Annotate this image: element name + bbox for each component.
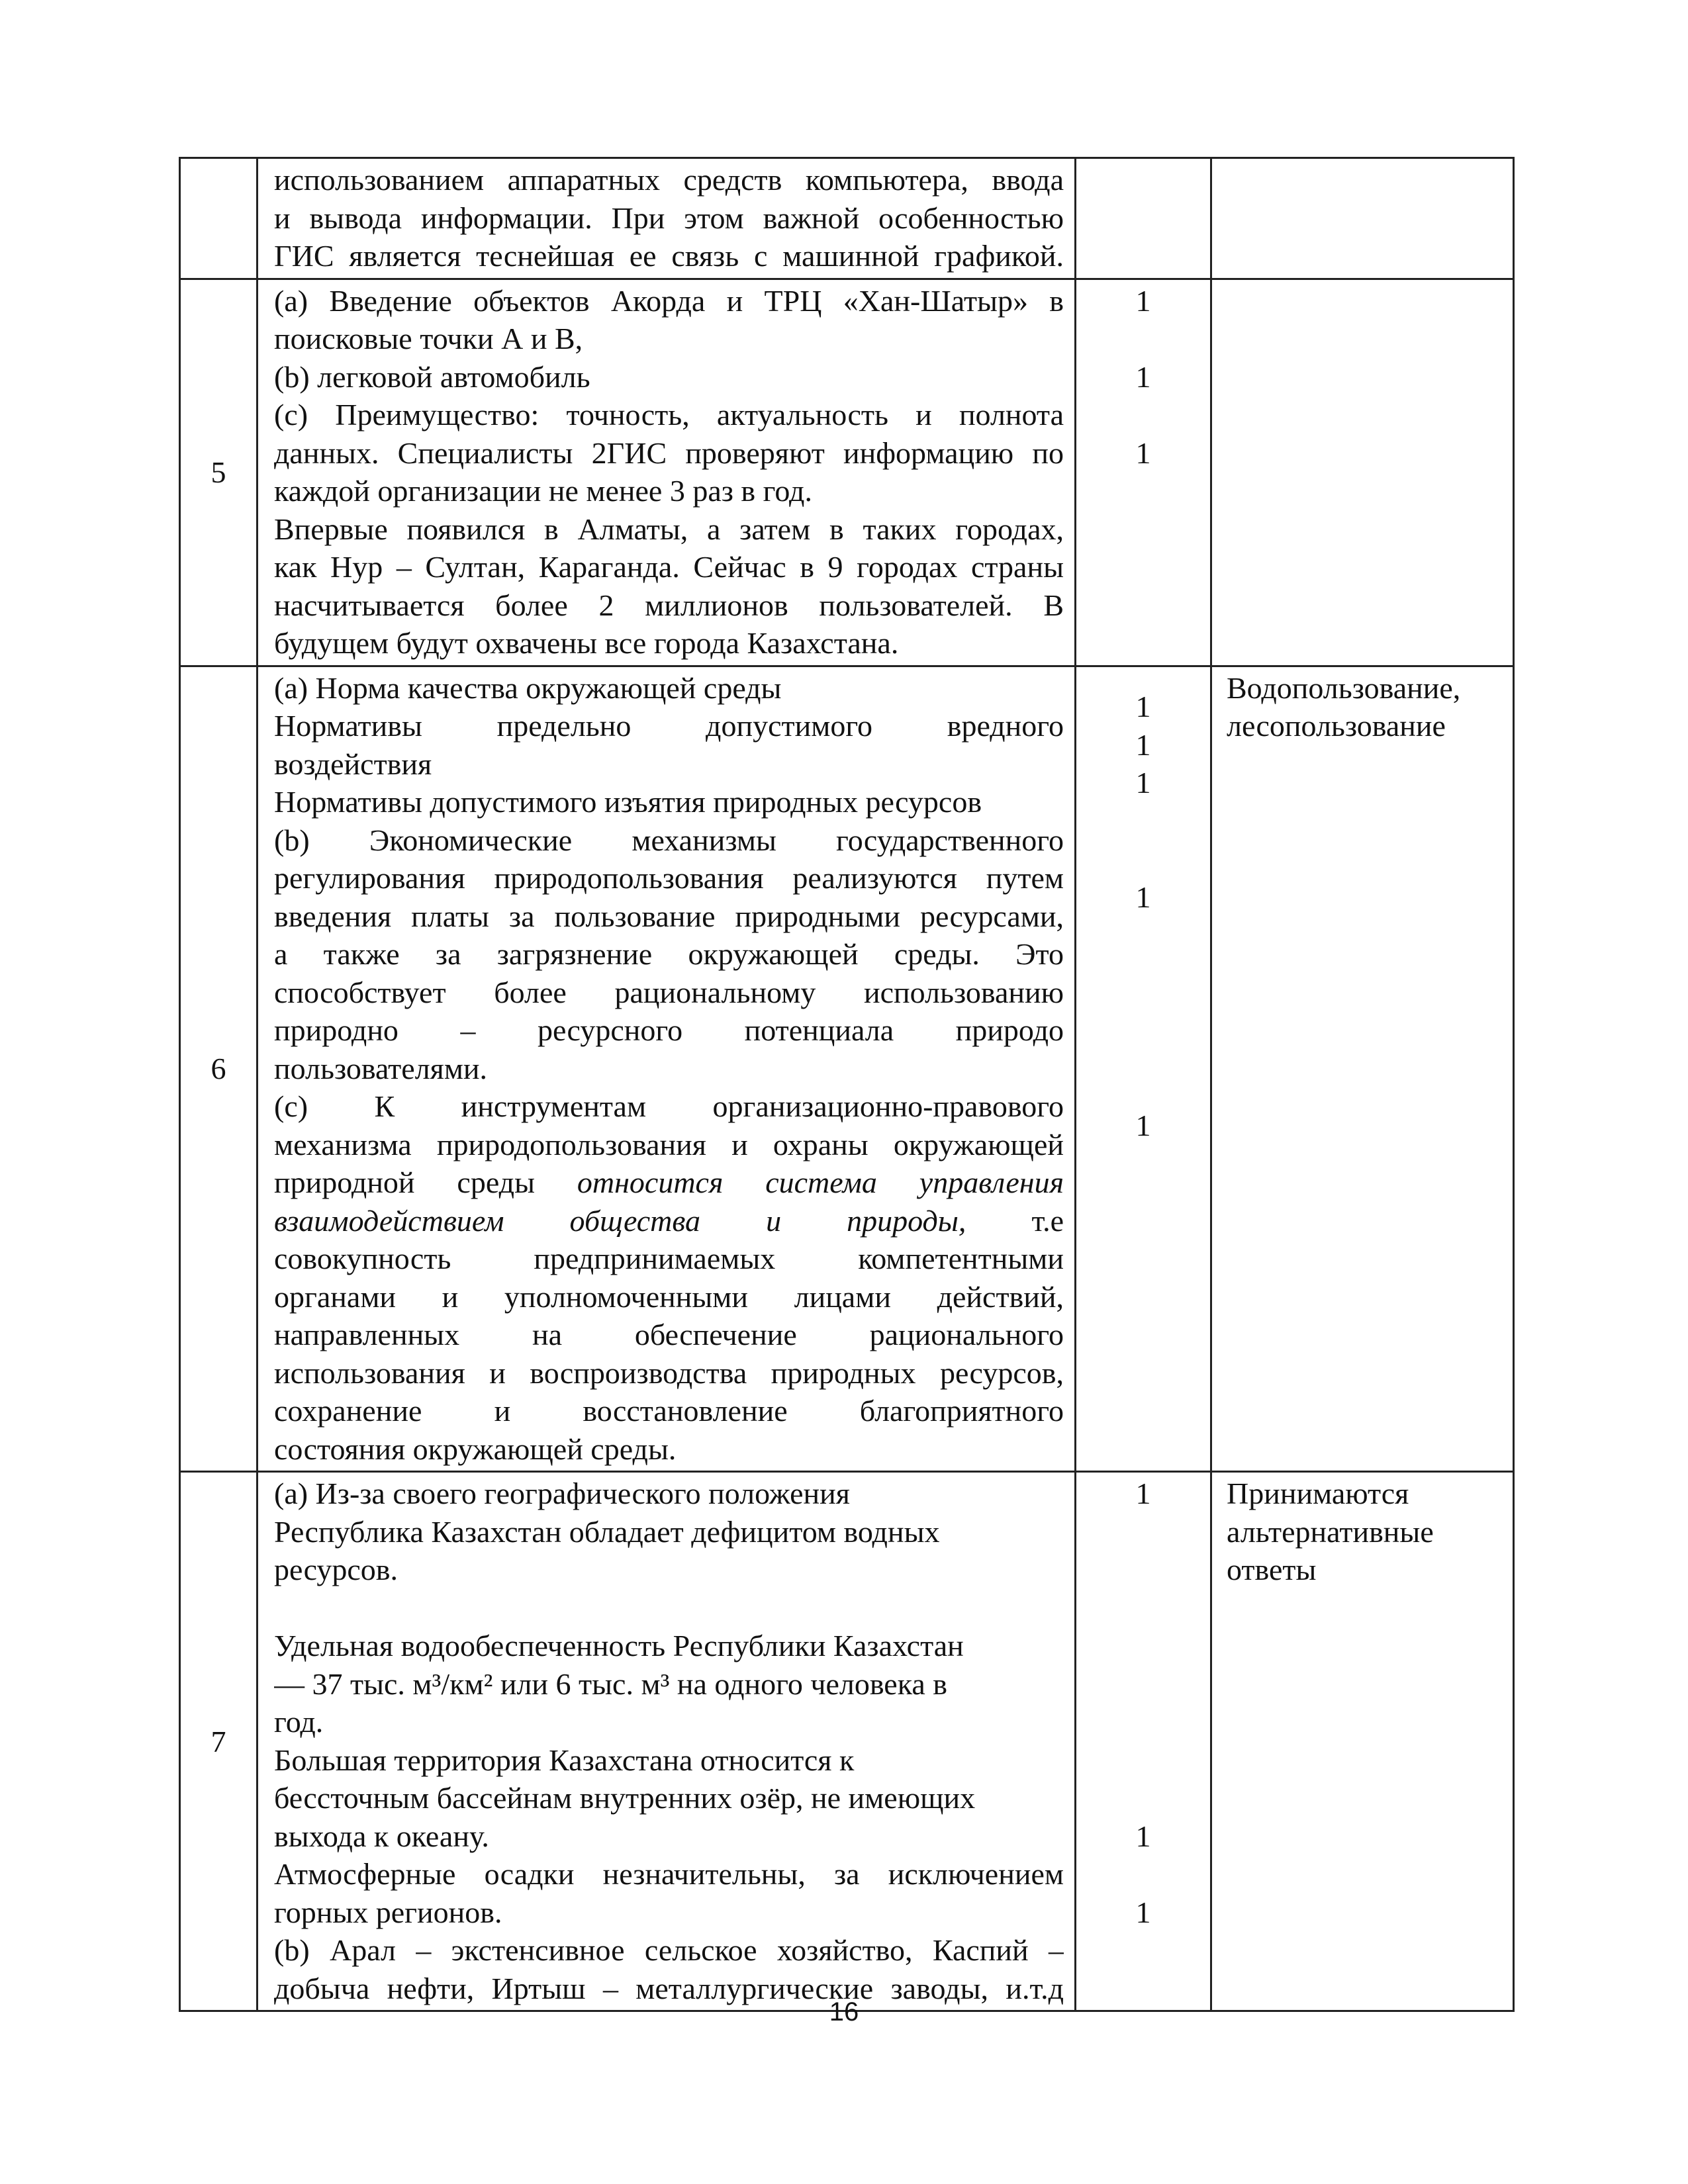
answer-line: использованием аппаратных средств компьютера, ввода xyxy=(274,163,1064,197)
answer-italic-text: относится система управления xyxy=(577,1165,1064,1199)
answer-line: Удельная водообеспеченность Республики Казахстан xyxy=(274,1629,964,1662)
note-cell xyxy=(1211,158,1514,279)
answer-line: каждой организации не менее 3 раз в год. xyxy=(274,474,812,508)
answer-table xyxy=(179,157,1515,2012)
answer-line: Нормативы предельно допустимого вредного xyxy=(274,709,1064,743)
answer-line: направленных на обеспечение рационального xyxy=(274,1318,1064,1351)
point-value: 1 xyxy=(1135,727,1151,762)
note-line: альтернативные xyxy=(1227,1514,1434,1549)
point-value: 1 xyxy=(1135,1108,1151,1142)
answer-line: выхода к океану. xyxy=(274,1819,489,1853)
answer-line xyxy=(274,1202,1064,1240)
answer-line: органами и уполномоченными лицами действий, xyxy=(274,1279,1064,1314)
note-cell xyxy=(1211,1472,1514,2011)
question-number: 5 xyxy=(180,279,258,666)
answer-line: бессточным бассейнам внутренних озёр, не имеющих xyxy=(274,1781,976,1815)
answer-cell xyxy=(258,1472,1076,2011)
answer-text: природной среды xyxy=(274,1165,535,1199)
answer-line xyxy=(274,1163,1064,1202)
note-line: лесопользование xyxy=(1227,709,1446,743)
answer-line: — 37 тыс. м³/км² или 6 тыс. м³ на одного человека в xyxy=(274,1666,947,1701)
answer-line: (a) Введение объектов Акорда и ТРЦ «Хан-Шатыр» в xyxy=(274,283,1064,318)
answer-line xyxy=(274,1589,1064,1627)
answer-cell xyxy=(258,666,1076,1472)
answer-line: введения платы за пользование природными ресурсами, xyxy=(274,899,1064,933)
answer-line: как Нур – Султан, Караганда. Сейчас в 9 городах страны xyxy=(274,550,1064,584)
answer-line: (a) Норма качества окружающей среды xyxy=(274,670,782,705)
answer-line: (c) К инструментам организационно-правового xyxy=(274,1089,1064,1123)
points-cell xyxy=(1076,279,1211,666)
answer-line: добыча нефти, Иртыш – металлургические заводы, и.т.д xyxy=(274,1971,1064,2005)
point-value: 1 xyxy=(1135,880,1151,914)
answer-line: воздействия xyxy=(274,747,432,781)
answer-line: природно – ресурсного потенциала природо xyxy=(274,1013,1064,1047)
table-row xyxy=(180,1472,1514,2011)
answer-line: (c) Преимущество: точность, актуальность и полнота xyxy=(274,398,1064,432)
answer-line: механизма природопользования и охраны окружающей xyxy=(274,1127,1064,1161)
answer-line: Республика Казахстан обладает дефицитом водных xyxy=(274,1514,940,1549)
note-line: ответы xyxy=(1227,1553,1317,1586)
note-line: Принимаются xyxy=(1227,1477,1409,1510)
answer-line: (b) легковой автомобиль xyxy=(274,359,590,394)
answer-line: насчитывается более 2 миллионов пользователей. В xyxy=(274,588,1064,622)
answer-line: (b) Экономические механизмы государственного xyxy=(274,823,1064,857)
question-number: 6 xyxy=(180,666,258,1472)
note-cell xyxy=(1211,666,1514,1472)
answer-italic-text: взаимодействием общества и природы, xyxy=(274,1203,966,1238)
answer-line: (b) Арал – экстенсивное сельское хозяйство, Каспий – xyxy=(274,1933,1064,1967)
answer-line: совокупность предпринимаемых компетентными xyxy=(274,1242,1064,1275)
point-value: 1 xyxy=(1135,690,1151,724)
note-cell xyxy=(1211,279,1514,666)
point-value: 1 xyxy=(1135,283,1151,318)
point-value: 1 xyxy=(1135,1819,1151,1853)
answer-line: Атмосферные осадки незначительны, за исключением xyxy=(274,1857,1064,1891)
answer-line: состояния окружающей среды. xyxy=(274,1432,677,1466)
answer-line: и вывода информации. При этом важной особенностью xyxy=(274,201,1064,235)
answer-line: сохранение и восстановление благоприятного xyxy=(274,1394,1064,1428)
points-cell xyxy=(1076,158,1211,279)
point-value: 1 xyxy=(1135,435,1151,470)
point-value: 1 xyxy=(1135,359,1151,394)
table-row xyxy=(180,158,1514,279)
answer-line: регулирования природопользования реализуются путем xyxy=(274,861,1064,895)
answer-line: ГИС является теснейшая ее связь с машинной графикой. xyxy=(274,239,1064,273)
answer-line: Большая территория Казахстана относится к xyxy=(274,1743,855,1777)
answer-line: способствует более рациональному использованию xyxy=(274,975,1064,1009)
question-number: 7 xyxy=(180,1472,258,2011)
answer-text: т.е xyxy=(1031,1203,1064,1238)
answer-line: Впервые появился в Алматы, а затем в таких городах, xyxy=(274,512,1064,546)
answer-line: год. xyxy=(274,1705,324,1739)
answer-line: Нормативы допустимого изъятия природных ресурсов xyxy=(274,785,982,819)
answer-line: (a) Из-за своего географического положения xyxy=(274,1477,850,1510)
answer-cell xyxy=(258,279,1076,666)
point-value: 1 xyxy=(1135,1477,1151,1510)
table-row xyxy=(180,279,1514,666)
points-cell xyxy=(1076,1472,1211,2011)
answer-line: а также за загрязнение окружающей среды. Это xyxy=(274,937,1064,971)
table-row xyxy=(180,666,1514,1472)
answer-line: горных регионов. xyxy=(274,1895,502,1929)
answer-line: использования и воспроизводства природных ресурсов, xyxy=(274,1355,1064,1390)
answer-line: будущем будут охвачены все города Казахстана. xyxy=(274,626,899,660)
answer-cell xyxy=(258,158,1076,279)
page-number: 16 xyxy=(829,1997,859,2026)
question-number xyxy=(180,158,258,279)
point-value: 1 xyxy=(1135,1895,1151,1929)
answer-line: пользователями. xyxy=(274,1051,488,1085)
points-cell xyxy=(1076,666,1211,1472)
note-line: Водопользование, xyxy=(1227,670,1461,705)
answer-line: данных. Специалисты 2ГИС проверяют информацию по xyxy=(274,435,1064,470)
answer-line: поисковые точки А и В, xyxy=(274,322,583,355)
answer-line: ресурсов. xyxy=(274,1553,399,1586)
point-value: 1 xyxy=(1135,766,1151,800)
